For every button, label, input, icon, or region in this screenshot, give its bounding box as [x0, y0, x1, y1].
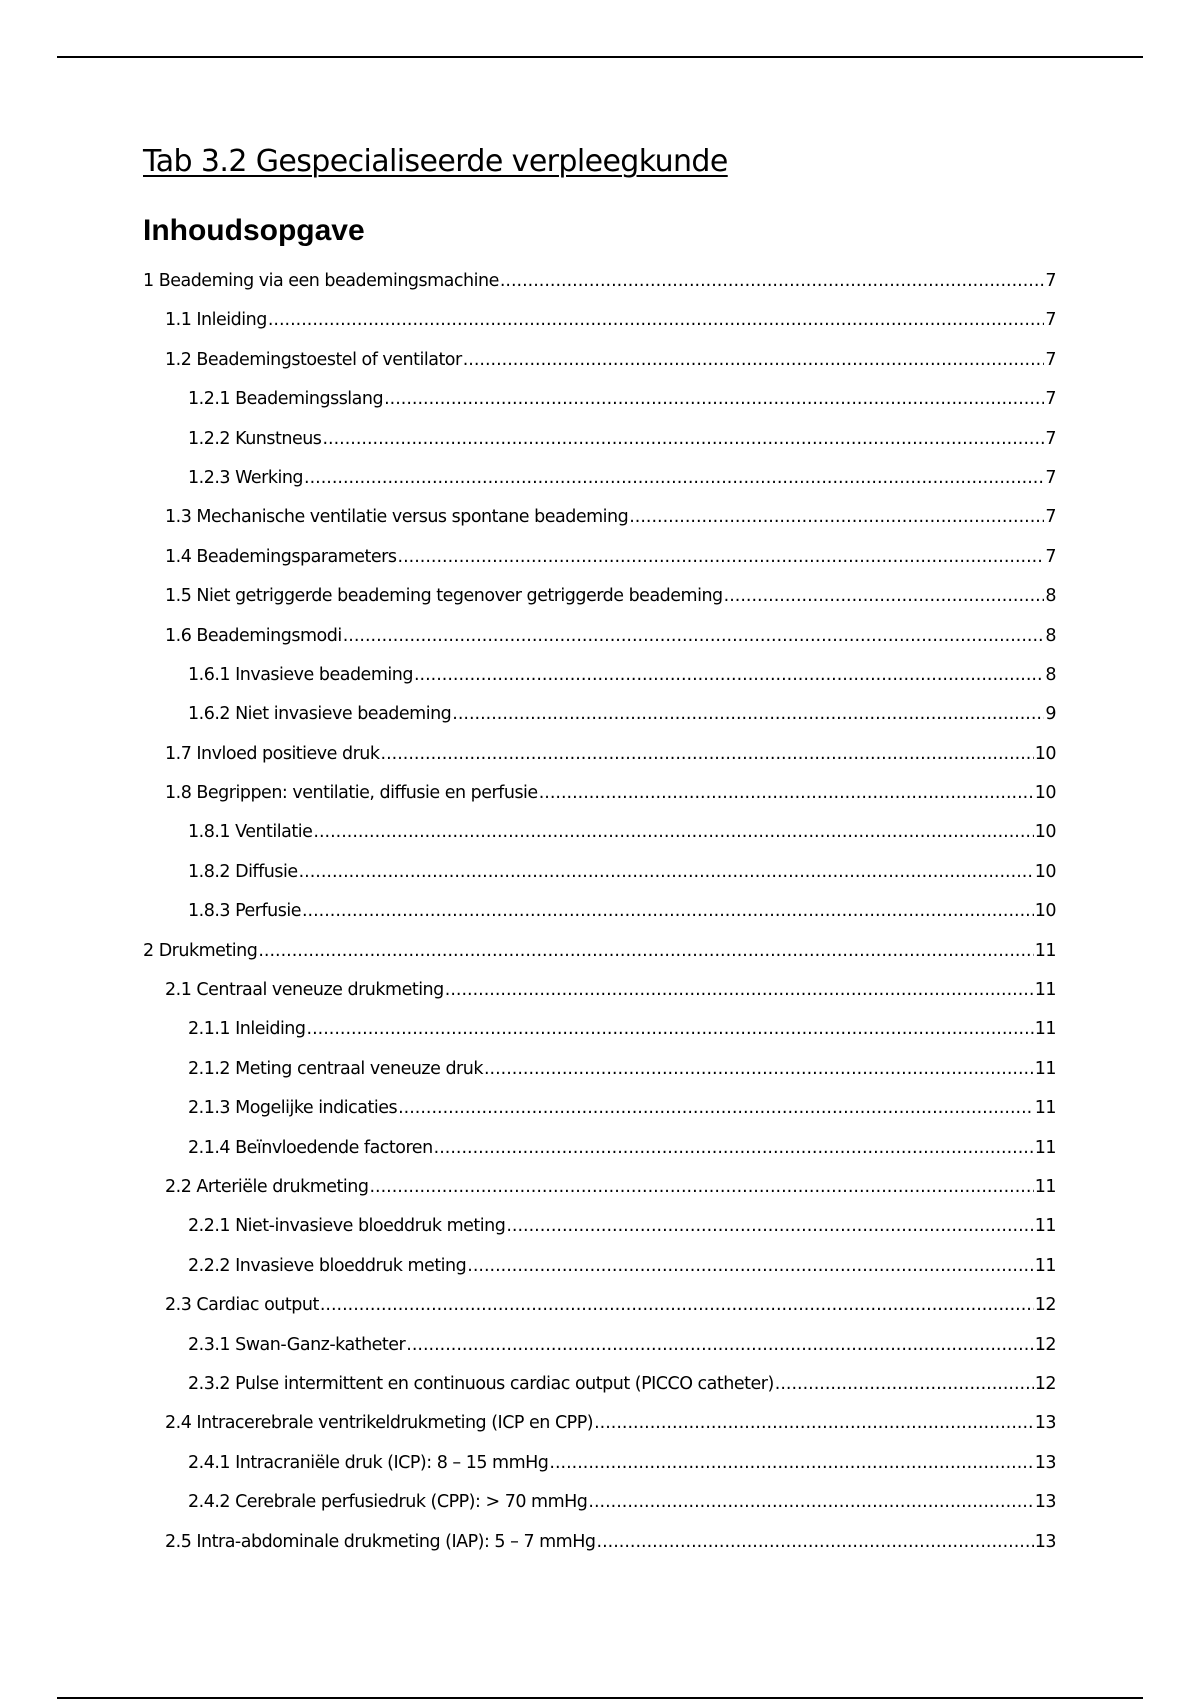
toc-dot-leader — [629, 504, 1044, 530]
toc-entry[interactable] — [143, 1529, 1056, 1568]
toc-dot-leader — [414, 662, 1044, 688]
toc-entry-title: 1.2.1 Beademingsslang — [188, 389, 384, 410]
toc-entry-page-number: 13 — [1034, 1531, 1056, 1552]
toc-entry-page-number: 11 — [1034, 1255, 1056, 1276]
toc-entry-title: 2.1.3 Mogelijke indicaties — [188, 1098, 398, 1119]
toc-entry[interactable] — [143, 1332, 1056, 1371]
toc-dot-leader — [304, 465, 1044, 491]
toc-entry-page-number: 11 — [1034, 1137, 1056, 1158]
toc-entry-page-number: 11 — [1034, 940, 1056, 961]
toc-entry[interactable] — [143, 1292, 1056, 1331]
toc-entry[interactable] — [143, 938, 1056, 977]
toc-entry[interactable] — [143, 268, 1056, 307]
toc-entry-page-number: 10 — [1034, 783, 1056, 804]
toc-dot-leader — [313, 819, 1033, 845]
toc-entry-page-number: 10 — [1034, 901, 1056, 922]
toc-entry-page-number: 8 — [1045, 664, 1056, 685]
toc-dot-leader — [384, 386, 1044, 412]
toc-entry-title: 1.6.2 Niet invasieve beademing — [188, 704, 452, 725]
toc-entry-title: 1.8.2 Diffusie — [188, 861, 298, 882]
toc-dot-leader — [398, 1095, 1034, 1121]
toc-entry-title: 1.4 Beademingsparameters — [165, 546, 397, 567]
toc-entry-title: 2.2.2 Invasieve bloeddruk meting — [188, 1255, 467, 1276]
toc-dot-leader — [302, 898, 1034, 924]
toc-entry[interactable] — [143, 780, 1056, 819]
toc-entry-title: 1.3 Mechanische ventilatie versus spontane beademing — [165, 507, 629, 528]
toc-entry-page-number: 7 — [1045, 310, 1056, 331]
toc-dot-leader — [484, 1056, 1034, 1082]
toc-entry[interactable] — [143, 623, 1056, 662]
toc-entry-title: 1.8.3 Perfusie — [188, 901, 301, 922]
table-of-contents — [143, 268, 1056, 1568]
toc-entry[interactable] — [143, 583, 1056, 622]
toc-entry-page-number: 7 — [1045, 546, 1056, 567]
toc-entry-title: 2.3 Cardiac output — [165, 1295, 319, 1316]
toc-dot-leader — [320, 1292, 1034, 1318]
toc-entry-page-number: 7 — [1045, 349, 1056, 370]
toc-entry-page-number: 10 — [1034, 861, 1056, 882]
toc-entry-page-number: 11 — [1034, 1216, 1056, 1237]
toc-entry-page-number: 10 — [1034, 822, 1056, 843]
toc-entry-title: 2.2.1 Niet-invasieve bloeddruk meting — [188, 1216, 506, 1237]
toc-entry-title: 2.5 Intra-abdominale drukmeting (IAP): 5 – 7 mmHg — [165, 1531, 596, 1552]
toc-entry-title: 1.8 Begrippen: ventilatie, diffusie en perfusie — [165, 783, 538, 804]
toc-entry[interactable] — [143, 1450, 1056, 1489]
toc-entry-title: 1.6 Beademingsmodi — [165, 625, 342, 646]
toc-entry-page-number: 7 — [1045, 271, 1056, 291]
toc-entry[interactable] — [143, 307, 1056, 346]
toc-dot-leader — [369, 1174, 1033, 1200]
toc-entry[interactable] — [143, 465, 1056, 504]
toc-entry[interactable] — [143, 898, 1056, 937]
toc-entry[interactable] — [143, 426, 1056, 465]
toc-entry-title: 1.7 Invloed positieve druk — [165, 743, 380, 764]
toc-entry[interactable] — [143, 1489, 1056, 1528]
toc-entry-page-number: 12 — [1034, 1334, 1056, 1355]
toc-dot-leader — [597, 1529, 1034, 1555]
toc-entry[interactable] — [143, 701, 1056, 740]
toc-entry-page-number: 13 — [1034, 1452, 1056, 1473]
toc-entry-title: 2.1 Centraal veneuze drukmeting — [165, 980, 444, 1001]
toc-entry[interactable] — [143, 504, 1056, 543]
toc-dot-leader — [775, 1371, 1034, 1397]
toc-dot-leader — [463, 347, 1045, 373]
toc-entry-page-number: 12 — [1034, 1295, 1056, 1316]
toc-dot-leader — [268, 307, 1045, 333]
toc-dot-leader — [467, 1253, 1033, 1279]
toc-dot-leader — [588, 1489, 1033, 1515]
toc-entry-title: 2.1.1 Inleiding — [188, 1019, 306, 1040]
toc-entry-title: 2.3.2 Pulse intermittent en continuous cardiac output (PICCO catheter) — [188, 1373, 774, 1394]
toc-entry-page-number: 13 — [1034, 1492, 1056, 1513]
toc-entry[interactable] — [143, 1135, 1056, 1174]
toc-entry-title: 1.2.2 Kunstneus — [188, 428, 322, 449]
toc-entry-page-number: 7 — [1045, 389, 1056, 410]
toc-entry[interactable] — [143, 1174, 1056, 1213]
toc-entry-title: 2.4 Intracerebrale ventrikeldrukmeting (ICP en CPP) — [165, 1413, 594, 1434]
toc-entry-title: 1 Beademing via een beademingsmachine — [143, 271, 499, 291]
toc-entry-page-number: 11 — [1034, 1098, 1056, 1119]
toc-dot-leader — [406, 1332, 1033, 1358]
toc-entry[interactable] — [143, 544, 1056, 583]
toc-entry[interactable] — [143, 1095, 1056, 1134]
toc-entry[interactable] — [143, 1016, 1056, 1055]
toc-entry[interactable] — [143, 741, 1056, 780]
toc-entry-title: 2 Drukmeting — [143, 940, 258, 961]
toc-entry-title: 1.5 Niet getriggerde beademing tegenover getriggerde beademing — [165, 586, 723, 607]
toc-entry-page-number: 7 — [1045, 467, 1056, 488]
toc-entry-title: 2.3.1 Swan-Ganz-katheter — [188, 1334, 406, 1355]
toc-dot-leader — [594, 1410, 1034, 1436]
toc-dot-leader — [381, 741, 1034, 767]
toc-entry-page-number: 8 — [1045, 625, 1056, 646]
document-title: Tab 3.2 Gespecialiseerde verpleegkunde — [143, 144, 728, 179]
toc-dot-leader — [724, 583, 1045, 609]
toc-dot-leader — [539, 780, 1034, 806]
toc-entry[interactable] — [143, 386, 1056, 425]
toc-dot-leader — [452, 701, 1044, 727]
toc-dot-leader — [398, 544, 1045, 570]
toc-entry-title: 2.1.2 Meting centraal veneuze druk — [188, 1058, 483, 1079]
toc-dot-leader — [299, 859, 1034, 885]
toc-entry[interactable] — [143, 347, 1056, 386]
toc-entry-title: 2.4.1 Intracraniële druk (ICP): 8 – 15 mmHg — [188, 1452, 549, 1473]
toc-entry-page-number: 12 — [1034, 1373, 1056, 1394]
toc-entry-page-number: 10 — [1034, 743, 1056, 764]
toc-entry-page-number: 11 — [1034, 1176, 1056, 1197]
toc-entry-title: 1.2.3 Werking — [188, 467, 304, 488]
toc-dot-leader — [506, 1213, 1033, 1239]
toc-dot-leader — [445, 977, 1034, 1003]
toc-entry-page-number: 7 — [1045, 428, 1056, 449]
header-rule — [57, 56, 1143, 58]
toc-entry-page-number: 9 — [1045, 704, 1056, 725]
toc-entry[interactable] — [143, 662, 1056, 701]
toc-entry-page-number: 8 — [1045, 586, 1056, 607]
toc-heading: Inhoudsopgave — [143, 214, 365, 247]
toc-dot-leader — [434, 1135, 1034, 1161]
toc-entry[interactable] — [143, 819, 1056, 858]
toc-entry-page-number: 11 — [1034, 980, 1056, 1001]
toc-dot-leader — [307, 1016, 1034, 1042]
toc-entry-page-number: 11 — [1034, 1058, 1056, 1079]
toc-dot-leader — [500, 268, 1045, 294]
footer-rule — [57, 1697, 1143, 1699]
toc-entry[interactable] — [143, 859, 1056, 898]
toc-entry-page-number: 11 — [1034, 1019, 1056, 1040]
toc-entry[interactable] — [143, 1410, 1056, 1449]
toc-entry-title: 1.8.1 Ventilatie — [188, 822, 313, 843]
toc-entry-title: 1.1 Inleiding — [165, 310, 267, 331]
toc-entry-title: 1.2 Beademingstoestel of ventilator — [165, 349, 462, 370]
toc-entry-page-number: 13 — [1034, 1413, 1056, 1434]
toc-entry[interactable] — [143, 1213, 1056, 1252]
toc-entry-title: 2.4.2 Cerebrale perfusiedruk (CPP): > 70 mmHg — [188, 1492, 588, 1513]
toc-entry[interactable] — [143, 1371, 1056, 1410]
toc-entry[interactable] — [143, 1253, 1056, 1292]
toc-entry-title: 2.2 Arteriële drukmeting — [165, 1176, 369, 1197]
toc-entry-page-number: 7 — [1045, 507, 1056, 528]
toc-dot-leader — [343, 623, 1045, 649]
toc-entry-title: 1.6.1 Invasieve beademing — [188, 664, 413, 685]
toc-entry[interactable] — [143, 1056, 1056, 1095]
toc-entry-title: 2.1.4 Beïnvloedende factoren — [188, 1137, 433, 1158]
toc-entry[interactable] — [143, 977, 1056, 1016]
toc-dot-leader — [258, 938, 1033, 964]
toc-dot-leader — [322, 426, 1044, 452]
toc-dot-leader — [549, 1450, 1033, 1476]
